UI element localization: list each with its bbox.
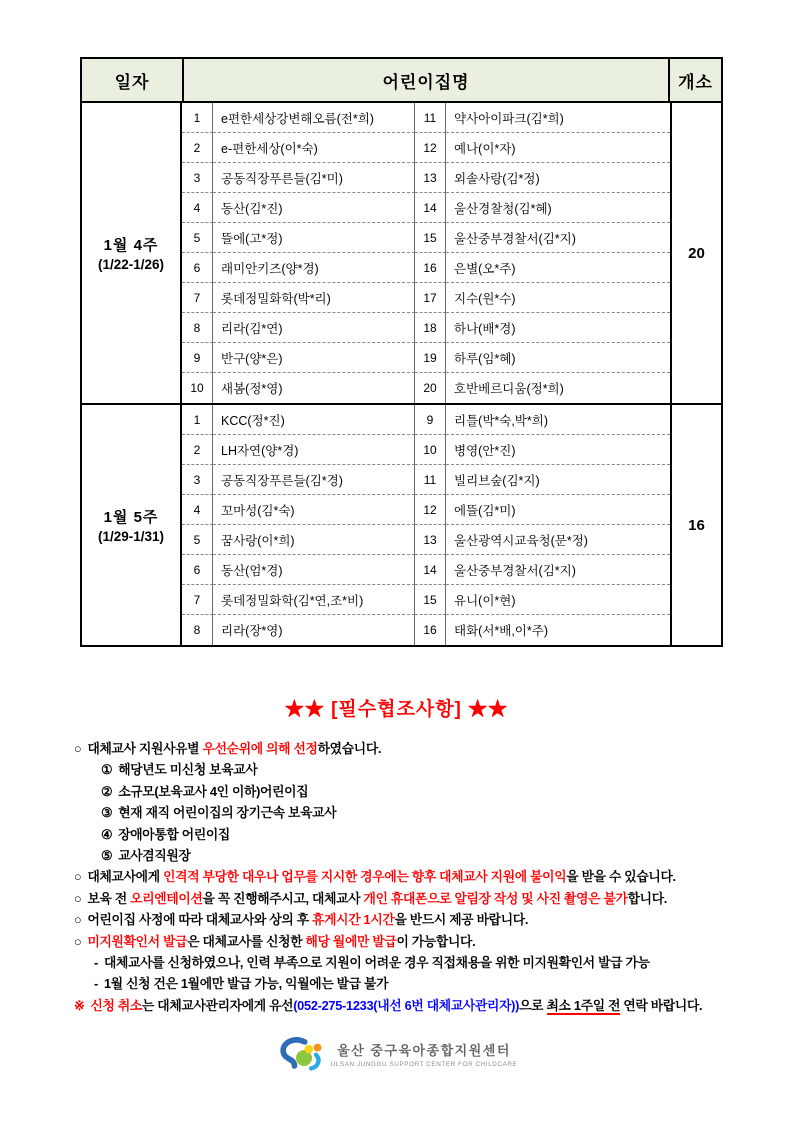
notice-text-segment: 인격적 부당한 대우나 업무를 지시한 경우에는 향후 대체교사 지원에 불이익: [163, 869, 567, 885]
center-name: 새봄(정*영): [213, 373, 415, 403]
center-name: 꿈사랑(이*희): [213, 525, 415, 555]
notice-text-segment: 소규모(보육교사 4인 이하)어린이집: [118, 783, 309, 799]
row-number: 6: [182, 253, 213, 283]
table-body: [82, 103, 721, 645]
week-section: [82, 103, 721, 403]
row-number: 2: [182, 133, 213, 163]
notice-text-segment: 을 받을 수 있습니다.: [566, 869, 676, 885]
row-number: 4: [182, 495, 213, 525]
schedule-table: [80, 57, 723, 647]
notice-section: [0, 694, 793, 1016]
notice-text-segment: 대체교사 지원사유별: [87, 741, 203, 756]
row-number: 8: [182, 313, 213, 343]
center-name: 은별(오*주): [446, 253, 670, 283]
notice-line: [74, 909, 775, 930]
notice-line-marker: ○: [74, 890, 82, 906]
row-number: 16: [415, 615, 446, 645]
notice-line-marker: ○: [74, 912, 82, 928]
center-name: KCC(정*진): [213, 405, 415, 435]
row-number: 12: [415, 133, 446, 163]
center-name: 하나(배*경): [446, 313, 670, 343]
row-number: 13: [415, 163, 446, 193]
row-number: 16: [415, 253, 446, 283]
center-name: 울산중부경찰서(김*지): [446, 223, 670, 253]
row-number: 9: [182, 343, 213, 373]
row-number: 5: [182, 525, 213, 555]
center-name: 롯데정밀화학(김*연,조*비): [213, 585, 415, 615]
row-number: 14: [415, 193, 446, 223]
notice-text-segment: 해당년도 미신청 보육교사: [118, 762, 258, 778]
notice-text-segment: 개인 휴대폰으로 알림장 작성 및 사진 촬영은 불가: [363, 890, 628, 906]
table-header-row: [82, 59, 721, 103]
notice-text-segment: 보육 전: [87, 890, 131, 906]
center-name: 동산(엄*경): [213, 555, 415, 585]
center-name: 호반베르디움(정*희): [454, 382, 564, 396]
week-date-cell: [82, 103, 182, 403]
week-range: (1/29-1/31): [97, 529, 165, 544]
center-name: 하루(임*혜): [446, 343, 670, 373]
notice-text-segment: 오리엔테이션: [130, 890, 203, 906]
row-number: 15: [415, 585, 446, 615]
center-name: 울산경찰청(김*혜): [446, 193, 670, 223]
row-number: 15: [415, 223, 446, 253]
notice-text-segment: 미지원확인서 발급: [87, 933, 188, 949]
notice-text-segment: 현재 재직 어린이집의 장기근속 보육교사: [118, 805, 337, 821]
notice-line-marker: ①: [101, 762, 113, 778]
notice-line-marker: ④: [101, 826, 113, 842]
notice-line: [74, 845, 775, 866]
row-number: 11: [415, 465, 446, 495]
notice-text-segment: 신청 취소: [90, 997, 142, 1013]
notice-text-segment: 이 가능합니다.: [396, 933, 476, 949]
row-number: 11: [415, 103, 446, 133]
row-number: 8: [182, 615, 213, 645]
row-number: 3: [182, 163, 213, 193]
center-name: 울산중부경찰서(김*지): [446, 555, 670, 585]
notice-text-segment: 하였습니다.: [317, 741, 382, 756]
notice-line-marker: ⑤: [101, 848, 113, 864]
center-name: 병영(안*진): [446, 435, 670, 465]
notice-line: [74, 952, 775, 973]
notice-text-segment: 어린이집 사정에 따라 대체교사와 상의 후: [87, 912, 313, 928]
week-label: 1월 4주: [103, 237, 159, 254]
notice-text-segment: 휴게시간 1시간: [312, 912, 395, 928]
center-name: 반구(양*은): [213, 343, 415, 373]
notice-line: [74, 738, 775, 759]
row-number: 1: [182, 103, 213, 133]
center-name: 지수(원*수): [446, 283, 670, 313]
center-name: 동산(김*진): [213, 193, 415, 223]
center-name: 약사아이파크(김*희): [446, 103, 670, 133]
notice-text-segment: 해당 월에만 발급: [305, 933, 397, 949]
notice-text-segment: 1월 신청 건은 1월에만 발급 가능, 익월에는 발급 불가: [103, 976, 389, 992]
notice-text-segment: 을 반드시 제공 바랍니다.: [394, 912, 529, 928]
row-number: 4: [182, 193, 213, 223]
notice-line-marker: ○: [74, 869, 82, 885]
center-logo-icon: [276, 1035, 324, 1073]
notice-line-marker: ③: [101, 805, 113, 821]
count-value: 16: [670, 405, 721, 645]
org-name-english: ULSAN JUNGGU SUPPORT CENTER FOR CHILDCARE: [330, 1061, 518, 1068]
header-count: 개소: [678, 72, 713, 92]
notice-line-marker: -: [94, 976, 98, 992]
notice-text-segment: 대체교사를 신청하였으나, 인력 부족으로 지원이 어려운 경우 직접채용을 위한 미지원확인서 발급 가능: [103, 955, 650, 971]
center-name: 예나(이*자): [446, 133, 670, 163]
center-name: 공동직장푸른들(김*경): [213, 465, 415, 495]
center-name: 빌리브숲(김*지): [446, 465, 670, 495]
notice-line: [74, 802, 775, 823]
notice-line: [74, 973, 775, 994]
notice-line: [74, 931, 775, 952]
week-date-cell: [82, 405, 182, 645]
row-number: 18: [415, 313, 446, 343]
notice-lines: [74, 738, 775, 1016]
week-section: [82, 403, 721, 645]
notice-text-segment: 최소 1주일 전: [546, 997, 621, 1013]
center-name: 울산광역시교육청(문*정): [446, 525, 670, 555]
header-center-name: 어린이집명: [182, 59, 670, 101]
center-name: 리틀(박*숙,박*희): [446, 405, 670, 435]
row-number: 20: [415, 373, 446, 403]
header-date: 일자: [114, 72, 150, 92]
center-name: LH자연(양*경): [213, 435, 415, 465]
center-name: 유니(이*현): [446, 585, 670, 615]
org-name-korean: 울산 중구육아종합지원센터: [337, 1043, 511, 1058]
row-number: 2: [182, 435, 213, 465]
center-name: 뜰에(고*정): [213, 223, 415, 253]
row-number: 12: [415, 495, 446, 525]
notice-text-segment: (052-275-1233(내선 6번 대체교사관리자)): [293, 997, 520, 1013]
center-name: 태화(서*배,이*주): [454, 624, 548, 638]
notice-line: [74, 888, 775, 909]
notice-text-segment: 을 꼭 진행해주시고, 대체교사: [202, 890, 364, 906]
notice-text-segment: 은 대체교사를 신청한: [187, 933, 306, 949]
notice-line: [74, 759, 775, 780]
center-name: e-편한세상(이*숙): [213, 133, 415, 163]
row-number: 9: [415, 405, 446, 435]
center-name: 공동직장푸른들(김*미): [213, 163, 415, 193]
notice-text-segment: 대체교사에게: [87, 869, 164, 885]
notice-text-segment: 합니다.: [627, 890, 668, 906]
row-number: 6: [182, 555, 213, 585]
week-range: (1/22-1/26): [97, 257, 165, 272]
row-number: 13: [415, 525, 446, 555]
notice-title: ★★ [필수협조사항] ★★: [284, 699, 509, 720]
row-number: 14: [415, 555, 446, 585]
center-name: e편한세상강변해오름(전*희): [213, 103, 415, 133]
center-name: 꼬마성(김*숙): [213, 495, 415, 525]
notice-line: [74, 995, 775, 1016]
center-name: 리라(김*연): [213, 313, 415, 343]
notice-text-segment: 연락 바랍니다.: [620, 997, 703, 1013]
row-number: 5: [182, 223, 213, 253]
center-name: 외솔사랑(김*정): [446, 163, 670, 193]
row-number: 19: [415, 343, 446, 373]
notice-line: [74, 866, 775, 887]
center-name: 에뜰(김*미): [446, 495, 670, 525]
count-value: 20: [670, 103, 721, 403]
week-label: 1월 5주: [103, 509, 159, 526]
row-number: 1: [182, 405, 213, 435]
notice-line-marker: ②: [101, 783, 113, 799]
notice-text-segment: 우선순위에 의해 선정: [202, 741, 318, 756]
footer-org-text: [331, 1040, 518, 1068]
row-number: 7: [182, 283, 213, 313]
footer: [0, 1035, 793, 1073]
notice-text-segment: 장애아통합 어린이집: [118, 826, 230, 842]
center-name: 리라(장*영): [213, 615, 415, 645]
row-number: 10: [182, 373, 213, 403]
notice-line-marker: -: [94, 955, 98, 971]
row-number: 3: [182, 465, 213, 495]
center-name: 래미안키즈(양*경): [213, 253, 415, 283]
row-number: 7: [182, 585, 213, 615]
row-number: 17: [415, 283, 446, 313]
notice-text-segment: 는 대체교사관리자에게 유선: [141, 997, 294, 1013]
row-number: 10: [415, 435, 446, 465]
notice-line-marker: ○: [74, 933, 82, 949]
notice-line: [74, 781, 775, 802]
notice-line: [74, 824, 775, 845]
notice-line-marker: ○: [74, 741, 82, 756]
notice-text-segment: 으로: [519, 997, 547, 1013]
center-name: 롯데정밀화학(박*리): [213, 283, 415, 313]
notice-text-segment: 교사겸직원장: [118, 848, 191, 864]
notice-line-marker: ※: [74, 997, 85, 1013]
